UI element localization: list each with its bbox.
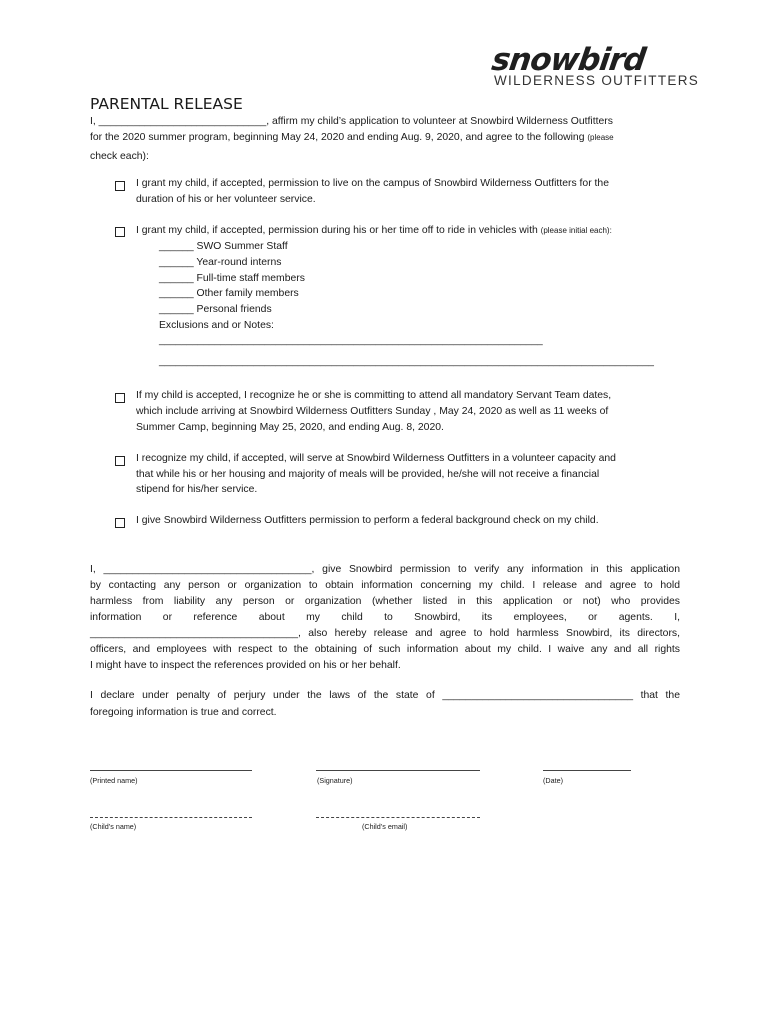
option-full-time-staff[interactable]: ______ Full-time staff members [159,273,305,284]
release-line-3: harmless from liability any person or organization (whether listed in this application or not) who provides [90,596,680,607]
release-line-1: I, ____________________________________, give Snowbird permission to verify any information in this application [90,564,680,575]
intro-line-1: I, _____________________________, affirm my child’s application to volunteer at Snowbird Wilderness Outfitters [90,116,613,127]
logo-subtitle: WILDERNESS OUTFITTERS [494,73,700,88]
item4-line-3: stipend for his/her service. [136,484,258,495]
date-label: (Date) [543,776,563,785]
release-line-5: ____________________________________, also hereby release and agree to hold harmless Snowbird, its directors, [90,628,680,639]
date-line[interactable] [543,770,631,771]
snowbird-logo [488,44,703,90]
option-other-family[interactable]: ______ Other family members [159,288,299,299]
item1-line-1: I grant my child, if accepted, permission to live on the campus of Snowbird Wilderness Outfitters for the [136,178,609,189]
release-line-7: I might have to inspect the references provided on his or her behalf. [90,660,401,671]
notes-line-2[interactable]: _________________________________________________________________________________________ [159,356,654,367]
release-line-4: information or reference about my child to Snowbird, its employees, or agents. I, [90,612,680,623]
perjury-line-2: foregoing information is true and correct. [90,707,277,718]
checkbox-servant-team-dates[interactable] [115,393,125,403]
item3-line-2: which include arriving at Snowbird Wilderness Outfitters Sunday , May 24, 2020 as well as 11 weeks of [136,406,609,417]
checkbox-background-check[interactable] [115,518,125,528]
notes-line-1[interactable]: _____________________________________________________________________ [159,335,543,346]
item2-line-1: I grant my child, if accepted, permission during his or her time off to ride in vehicles with (please initial each): [136,225,612,236]
signature-label: (Signature) [317,776,353,785]
item4-line-1: I recognize my child, if accepted, will serve at Snowbird Wilderness Outfitters in a volunteer capacity and [136,453,616,464]
item3-line-3: Summer Camp, beginning May 25, 2020, and ending Aug. 8, 2020. [136,422,444,433]
option-personal-friends[interactable]: ______ Personal friends [159,304,272,315]
checkbox-ride-in-vehicles[interactable] [115,227,125,237]
item3-line-1: If my child is accepted, I recognize he or she is committing to attend all mandatory Servant Team dates, [136,390,612,401]
signature-line[interactable] [316,770,480,771]
page-title: PARENTAL RELEASE [90,95,243,113]
perjury-line-1: I declare under penalty of perjury under the laws of the state of _________________________________ that the [90,690,680,701]
release-line-6: officers, and employees with respect to the obtaining of such information about my child. I waive any and all rights [90,644,680,655]
release-line-2: by contacting any person or organization to obtain information concerning my child. I release and agree to hold [90,580,680,591]
checkbox-volunteer-capacity[interactable] [115,456,125,466]
item5-line-1: I give Snowbird Wilderness Outfitters permission to perform a federal background check on my child. [136,515,599,526]
childs-name-label: (Child’s name) [90,822,137,831]
childs-name-line[interactable] [90,817,252,818]
printed-name-label: (Printed name) [90,776,138,785]
exclusions-label: Exclusions and or Notes: [159,320,274,331]
item1-line-2: duration of his or her volunteer service. [136,194,316,205]
intro-check-each: check each): [90,151,149,162]
checkbox-live-on-campus[interactable] [115,181,125,191]
logo-wordmark: snowbird [489,42,648,78]
option-year-round-interns[interactable]: ______ Year-round interns [159,257,282,268]
intro-line-2: for the 2020 summer program, beginning May 24, 2020 and ending Aug. 9, 2020, and agree to the following (please [90,132,614,143]
childs-email-line[interactable] [316,817,480,818]
printed-name-line[interactable] [90,770,252,771]
option-swo-summer-staff[interactable]: ______ SWO Summer Staff [159,241,288,252]
item4-line-2: that while his or her housing and majority of meals will be provided, he/she will not receive a financial [136,469,600,480]
childs-email-label: (Child’s email) [362,822,408,831]
